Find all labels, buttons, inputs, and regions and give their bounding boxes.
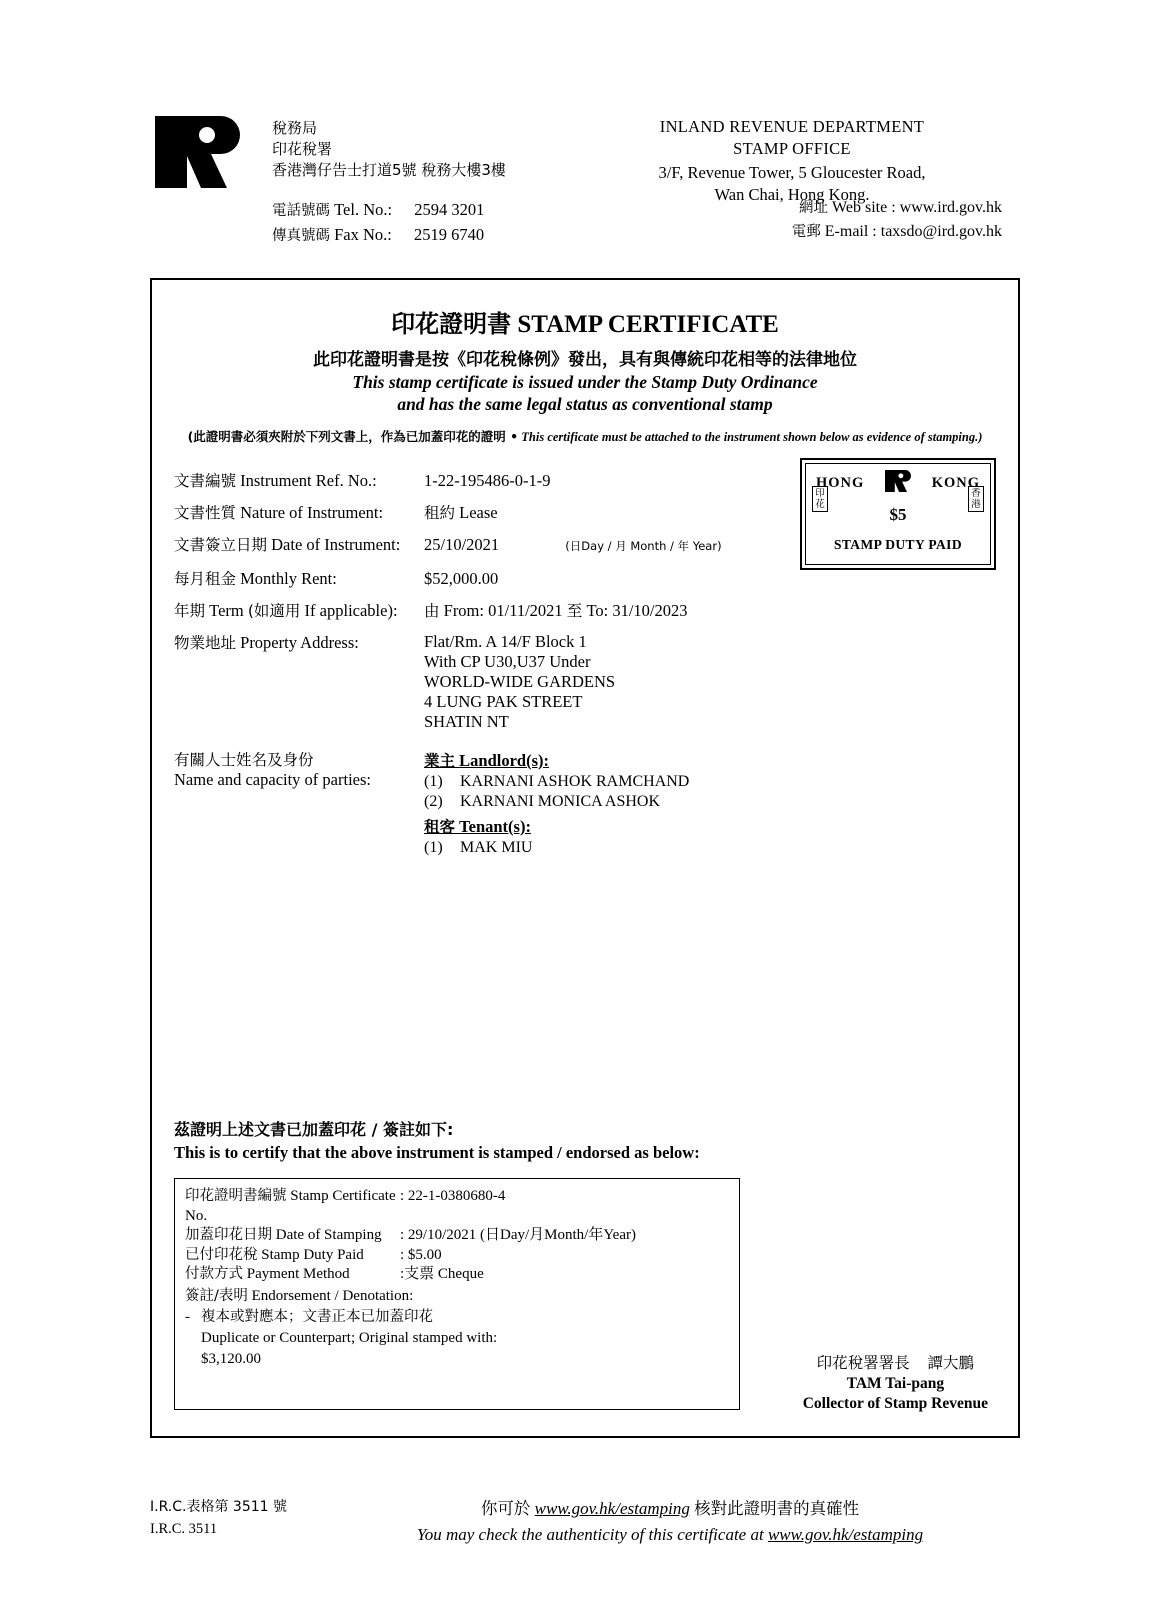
monthly-rent-label bbox=[162, 568, 424, 590]
endorsement-label-cn: 加蓋印花日期 bbox=[185, 1227, 272, 1243]
authenticity-cn-row bbox=[310, 1496, 1030, 1522]
property-address-label-en: Property Address: bbox=[240, 633, 359, 652]
stamp-side-right-cn: 香港 bbox=[968, 486, 984, 512]
subtitle-en-2: and has the same legal status as conventional stamp bbox=[397, 394, 773, 414]
monthly-rent-value: $52,000.00 bbox=[424, 569, 499, 588]
term-label-en: Term bbox=[209, 601, 244, 620]
landlord-index: (1) bbox=[424, 773, 443, 790]
monthly-rent-label-cn: 每月租金 bbox=[174, 570, 237, 588]
certify-statement bbox=[174, 1118, 700, 1164]
landlord-heading-en: Landlord(s): bbox=[459, 751, 549, 770]
endorsement-row bbox=[185, 1246, 729, 1266]
endorsement-label-cn: 已付印花稅 bbox=[185, 1246, 258, 1263]
landlord-index: (2) bbox=[424, 793, 443, 810]
property-address-line: With CP U30,U37 Under bbox=[424, 652, 591, 671]
date-format-hint-cn: (日 bbox=[565, 539, 582, 553]
landlord-name: KARNANI MONICA ASHOK bbox=[460, 793, 661, 810]
tel-label-en: Tel. No.: bbox=[334, 200, 393, 219]
stamp-amount: $5 bbox=[889, 505, 907, 524]
certificate-title-cn: 印花證明書 bbox=[391, 310, 512, 338]
instrument-ref-label-cn: 文書編號 bbox=[174, 472, 237, 490]
subtitle-cn: 此印花證明書是按《印花稅條例》發出，具有與傳統印花相等的法律地位 bbox=[313, 350, 857, 370]
website-row bbox=[582, 196, 1002, 220]
office-title-en: STAMP OFFICE bbox=[733, 139, 851, 158]
certificate-subtitle bbox=[152, 349, 1018, 415]
parties-label-en: Name and capacity of parties: bbox=[174, 770, 371, 789]
property-address-label-cn: 物業地址 bbox=[174, 634, 237, 652]
web-label-cn: 網址 bbox=[799, 200, 829, 216]
web-email-block bbox=[582, 196, 1002, 244]
stamp-side-left-cn: 印花 bbox=[812, 486, 828, 512]
authenticity-block bbox=[310, 1496, 1030, 1548]
term-value bbox=[424, 600, 1012, 622]
dept-line-3: 香港灣仔告士打道5號 稅務大樓3樓 bbox=[272, 161, 506, 179]
field-property-address bbox=[162, 632, 1012, 732]
endorsement-label-en: Payment Method bbox=[246, 1266, 350, 1282]
certify-statement-cn: 茲證明上述文書已加蓋印花 / 簽註如下: bbox=[174, 1120, 454, 1139]
email-value[interactable]: taxsdo@ird.gov.hk bbox=[880, 223, 1002, 240]
form-number-block bbox=[150, 1496, 287, 1540]
certificate-title bbox=[152, 304, 1018, 339]
stamp-hong-label: HONG bbox=[816, 475, 865, 491]
list-item bbox=[424, 838, 1012, 858]
tenant-index: (1) bbox=[424, 839, 443, 856]
term-to-cn: 至 bbox=[566, 602, 583, 620]
date-format-hint bbox=[565, 541, 721, 553]
endorsement-denotation-label bbox=[185, 1287, 729, 1306]
landlord-name: KARNANI ASHOK RAMCHAND bbox=[460, 773, 690, 790]
endorsement-value: : $5.00 bbox=[400, 1246, 442, 1263]
field-date-of-instrument bbox=[162, 534, 1012, 558]
property-address-line: 4 LUNG PAK STREET bbox=[424, 692, 583, 711]
endorsement-label bbox=[185, 1246, 400, 1266]
authenticity-en-pre: You may check the authenticity of this certificate at bbox=[416, 1525, 764, 1544]
field-nature-of-instrument bbox=[162, 502, 1012, 524]
field-parties bbox=[162, 750, 1012, 858]
property-address-line: SHATIN NT bbox=[424, 712, 509, 731]
tenant-heading bbox=[424, 816, 1012, 838]
dept-title-en: INLAND REVENUE DEPARTMENT bbox=[659, 117, 925, 136]
date-format-hint-en: Day / 月 Month / 年 Year) bbox=[581, 539, 722, 553]
endorsement-label bbox=[185, 1265, 400, 1285]
date-instrument-date: 25/10/2021 bbox=[424, 535, 500, 554]
endorsement-detail-cn: 複本或對應本；文書正本已加蓋印花 bbox=[201, 1308, 433, 1325]
authenticity-en-row bbox=[310, 1522, 1030, 1548]
tenant-heading-cn: 租客 bbox=[424, 818, 456, 836]
property-address-line: WORLD-WIDE GARDENS bbox=[424, 672, 616, 691]
bullet-dash: - bbox=[185, 1308, 190, 1325]
signature-block bbox=[803, 1353, 988, 1414]
fax-label-en: Fax No.: bbox=[334, 225, 392, 244]
fax-value: 2519 6740 bbox=[414, 225, 485, 244]
stamp-kong-label: KONG bbox=[931, 475, 980, 491]
department-address-block bbox=[272, 118, 506, 181]
endorsement-detail-line-2: Duplicate or Counterpart; Original stamped with: bbox=[201, 1329, 498, 1346]
nature-label bbox=[162, 502, 424, 524]
signature-title-row bbox=[803, 1353, 988, 1374]
nature-label-cn: 文書性質 bbox=[174, 504, 237, 522]
attachment-note-cn: (此證明書必須夾附於下列文書上，作為已加蓋印花的證明 • bbox=[187, 429, 519, 444]
endorsement-value: : 22-1-0380680-4 bbox=[400, 1188, 506, 1204]
field-monthly-rent bbox=[162, 568, 1012, 590]
form-number-en: I.R.C. 3511 bbox=[150, 1521, 218, 1537]
signature-name-cn: 譚大鵬 bbox=[927, 1354, 975, 1372]
certify-statement-en: This is to certify that the above instrument is stamped / endorsed as below: bbox=[174, 1143, 700, 1162]
field-term bbox=[162, 600, 1012, 622]
document-header bbox=[0, 108, 1170, 248]
nature-value-cn: 租約 bbox=[424, 504, 456, 522]
landlord-heading bbox=[424, 750, 1012, 772]
contact-block bbox=[272, 198, 484, 248]
dept-line-2: 印花稅署 bbox=[272, 140, 333, 158]
form-number-cn: I.R.C.表格第 3511 號 bbox=[150, 1499, 288, 1515]
office-address-line-2: Wan Chai, Hong Kong. bbox=[714, 185, 870, 204]
stamp-duty-paid-text: STAMP DUTY PAID bbox=[833, 537, 962, 552]
web-label-en: Web site : bbox=[832, 199, 896, 216]
attachment-note bbox=[152, 427, 1018, 445]
property-address-value bbox=[424, 632, 1012, 732]
endorsement-label-en: Stamp Certificate No. bbox=[185, 1188, 396, 1224]
endorsement-label-en: Stamp Duty Paid bbox=[261, 1246, 364, 1263]
nature-label-en: Nature of Instrument: bbox=[240, 503, 384, 522]
estamping-link-en[interactable]: www.gov.hk/estamping bbox=[767, 1525, 924, 1544]
parties-value bbox=[424, 750, 1012, 858]
parties-label-cn: 有關人士姓名及身份 bbox=[174, 751, 314, 769]
tel-label-cn: 電話號碼 bbox=[272, 203, 330, 219]
list-item bbox=[424, 792, 1012, 812]
term-label bbox=[162, 600, 424, 622]
signature-role-en: Collector of Stamp Revenue bbox=[802, 1395, 988, 1412]
certificate-fields bbox=[162, 470, 1012, 868]
estamping-link[interactable]: www.gov.hk/estamping bbox=[534, 1499, 690, 1518]
endorsement-label-cn: 付款方式 bbox=[185, 1266, 243, 1282]
endorsement-original-amount: $3,120.00 bbox=[201, 1350, 261, 1367]
instrument-ref-label bbox=[162, 470, 424, 492]
tel-row bbox=[272, 198, 484, 223]
nature-value-en: Lease bbox=[459, 503, 498, 522]
endorsement-row bbox=[185, 1226, 729, 1246]
term-from-cn: 由 bbox=[424, 602, 440, 620]
subtitle-en-1: This stamp certificate is issued under the Stamp Duty Ordinance bbox=[352, 372, 818, 392]
dept-line-1: 稅務局 bbox=[272, 119, 318, 137]
endorsement-value: :支票 Cheque bbox=[400, 1266, 484, 1282]
date-instrument-label-en: Date of Instrument: bbox=[271, 535, 401, 554]
denotation-label-cn: 簽註/表明 bbox=[185, 1287, 248, 1304]
endorsement-label-cn: 印花證明書編號 bbox=[185, 1188, 287, 1204]
term-label-en2: If applicable): bbox=[304, 601, 398, 620]
endorsement-label bbox=[185, 1226, 400, 1246]
property-address-label bbox=[162, 632, 424, 732]
term-label-cn2: (如適用 bbox=[247, 602, 301, 620]
instrument-ref-label-en: Instrument Ref. No.: bbox=[240, 471, 377, 490]
endorsement-row bbox=[185, 1265, 729, 1285]
ird-logo-icon bbox=[155, 116, 240, 188]
certificate-box bbox=[150, 278, 1020, 1438]
landlord-heading-cn: 業主 bbox=[424, 752, 456, 770]
authenticity-cn-pre: 你可於 bbox=[480, 1499, 531, 1518]
monthly-rent-label-en: Monthly Rent: bbox=[240, 569, 337, 588]
tenant-name: MAK MIU bbox=[460, 839, 533, 856]
fax-row bbox=[272, 223, 484, 248]
instrument-ref-value: 1-22-195486-0-1-9 bbox=[424, 471, 551, 490]
email-label-en: E-mail : bbox=[824, 223, 877, 240]
tenant-heading-en: Tenant(s): bbox=[459, 817, 531, 836]
nature-value bbox=[424, 502, 1012, 524]
endorsement-label bbox=[185, 1187, 400, 1226]
endorsement-value: : 29/10/2021 (日Day/月Month/年Year) bbox=[400, 1227, 636, 1243]
attachment-note-en: This certificate must be attached to the instrument shown below as evidence of stamping.) bbox=[521, 430, 983, 444]
web-value[interactable]: www.ird.gov.hk bbox=[899, 199, 1002, 216]
email-row bbox=[582, 220, 1002, 244]
fax-label-cn: 傳真號碼 bbox=[272, 228, 330, 244]
field-instrument-ref bbox=[162, 470, 1012, 492]
denotation-label-en: Endorsement / Denotation: bbox=[251, 1287, 414, 1304]
term-label-cn: 年期 bbox=[174, 602, 206, 620]
endorsement-box bbox=[174, 1178, 740, 1410]
date-instrument-value bbox=[424, 534, 1012, 558]
email-label-cn: 電郵 bbox=[791, 224, 821, 240]
signature-title-cn: 印花稅署署長 bbox=[816, 1354, 910, 1372]
list-item bbox=[424, 772, 1012, 792]
date-instrument-label-cn: 文書簽立日期 bbox=[174, 536, 268, 554]
signature-name-en: TAM Tai-pang bbox=[846, 1375, 945, 1392]
endorsement-detail-line-1 bbox=[185, 1308, 729, 1327]
property-address-line: Flat/Rm. A 14/F Block 1 bbox=[424, 632, 587, 651]
endorsement-row bbox=[185, 1187, 729, 1226]
certificate-title-en: STAMP CERTIFICATE bbox=[517, 311, 779, 338]
department-title-block bbox=[582, 116, 1002, 206]
parties-label bbox=[162, 750, 424, 858]
endorsement-label-en: Date of Stamping bbox=[275, 1227, 382, 1243]
term-to: To: 31/10/2023 bbox=[586, 601, 688, 620]
tel-value: 2594 3201 bbox=[414, 200, 485, 219]
office-address-line-1: 3/F, Revenue Tower, 5 Gloucester Road, bbox=[658, 163, 926, 182]
date-instrument-label bbox=[162, 534, 424, 558]
term-from: From: 01/11/2021 bbox=[443, 601, 563, 620]
authenticity-cn-post: 核對此證明書的真確性 bbox=[694, 1499, 860, 1518]
